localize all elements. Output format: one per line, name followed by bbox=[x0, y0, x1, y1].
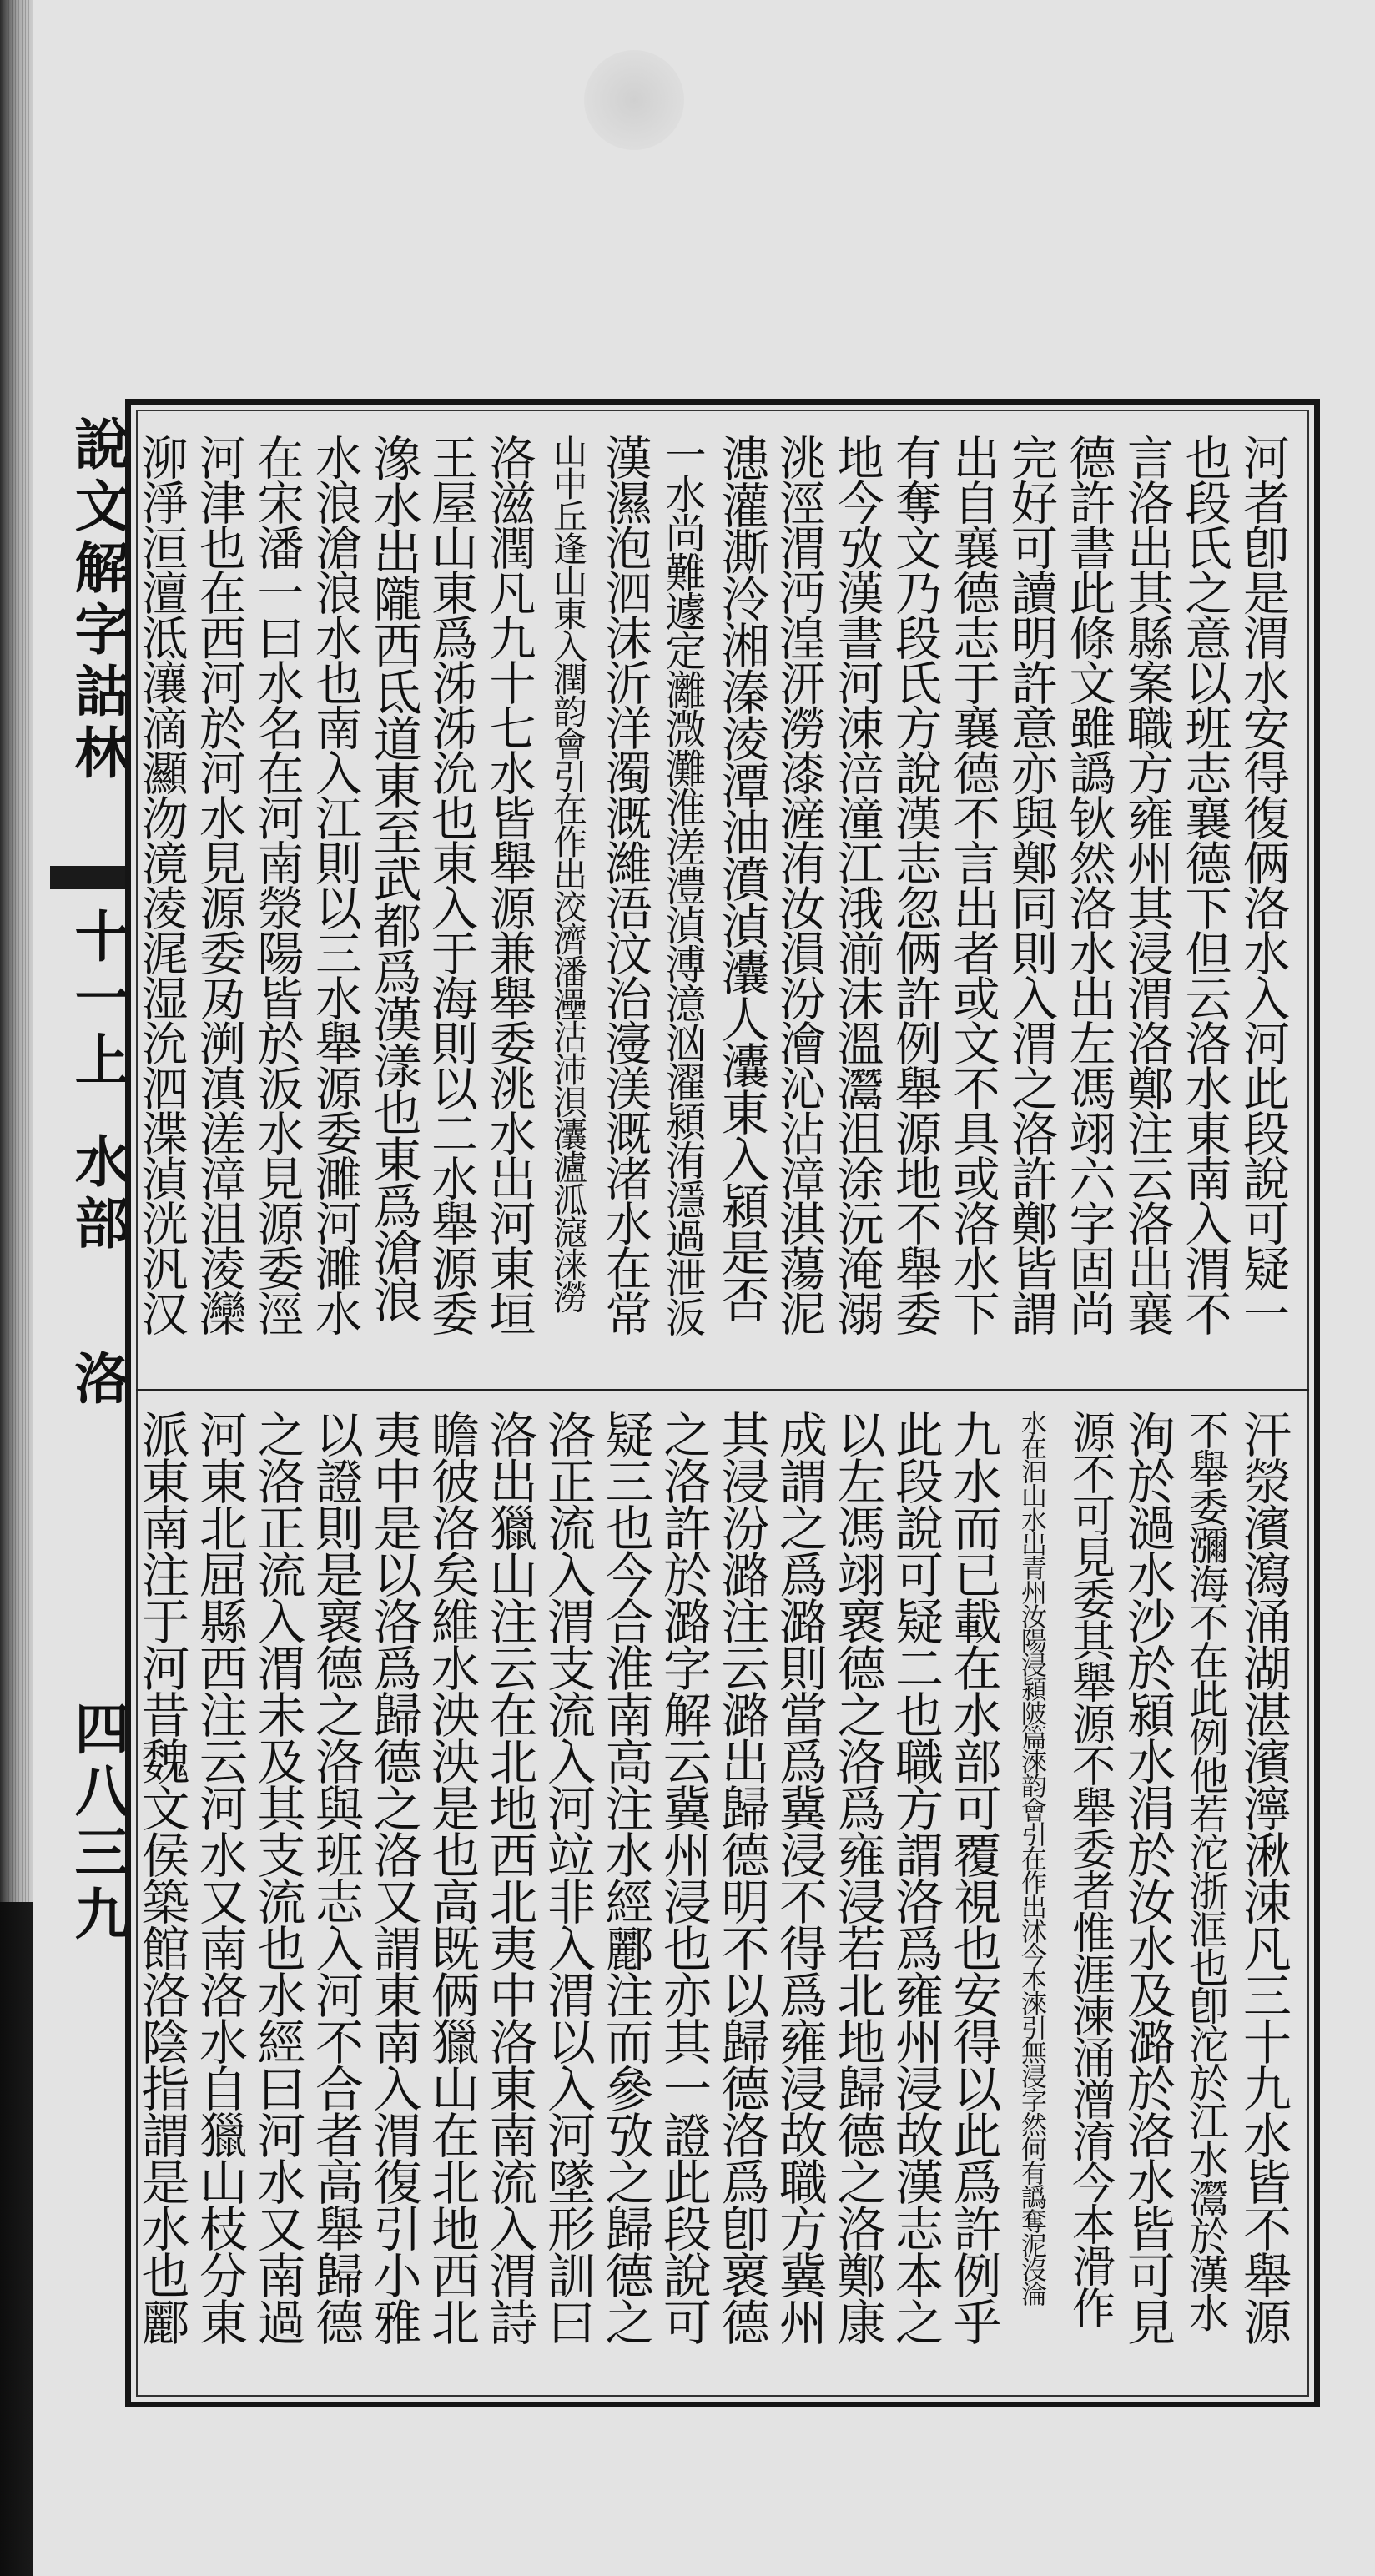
text-column: 以證則是褱德之洛與班志入河不合者高舉歸德 bbox=[307, 1410, 364, 2344]
text-column: 完好可讀明許意亦與鄭同則入渭之洛許鄭皆謂 bbox=[1004, 434, 1058, 1335]
text-column: 汗滎濱瀉涌湖湛濱濘湫涑凡三十九水皆不舉源 bbox=[1235, 1410, 1292, 2344]
text-column: 源不可見委其舉源不舉委者惟涯湅涌潧淯今本滑作 bbox=[1064, 1410, 1115, 2327]
text-column: 此段說可疑二也職方謂洛爲雍州浸故漢志本之 bbox=[887, 1410, 944, 2344]
text-column: 漢濕泡泗沫沂洋濁溉濰浯汶治濅渼溉渚水在常 bbox=[597, 434, 652, 1335]
text-column: 成謂之爲潞則當爲冀浸不得爲雍浸故職方冀州 bbox=[771, 1410, 828, 2344]
page-number: 四八三九 bbox=[65, 1700, 130, 1947]
text-column: 地今攷漢書河涑涪潼江涐湔沫溫灊沮涂沅淹溺 bbox=[829, 434, 884, 1335]
text-column: 洮涇渭沔湟汧澇漆滻洧汝溳汾澮沁沾漳淇蕩泥 bbox=[772, 434, 826, 1335]
book-title: 說文解字詁林 bbox=[65, 415, 130, 786]
text-column: 不舉委瀰海不在此例他若沱浙洭也卽沱於江水灊於漢水 bbox=[1181, 1410, 1229, 2331]
text-column: 九水而已載在水部可覆視也安得以此爲許例乎 bbox=[944, 1410, 1002, 2344]
text-column: 洵於濄水沙於潁水涓於汝水及潞於洛水皆可見 bbox=[1119, 1410, 1176, 2344]
fishtail-mark bbox=[50, 866, 125, 889]
text-column: 之洛許於潞字解云冀州浸也亦其一證此段說可 bbox=[655, 1410, 712, 2344]
text-column: 言洛出其縣案職方雍州其浸渭洛鄭注云洛出襄 bbox=[1120, 434, 1174, 1335]
text-column: 也段氏之意以班志襄德下但云洛水東南入渭不 bbox=[1177, 434, 1232, 1335]
register-divider bbox=[136, 1389, 1309, 1391]
text-column: 河者卽是渭水安得復俩洛水入河此段說可疑一 bbox=[1236, 434, 1290, 1335]
page-gutter bbox=[50, 399, 130, 2407]
text-column: 泖淨洹澶泜瀼滴灦沕滰淩浘湿沇泗渫湞洸汎汉 bbox=[133, 434, 189, 1335]
text-column: 潒水出隴西氐道東至武都爲漢漾也東爲滄浪 bbox=[365, 434, 422, 1321]
text-column: 德許書此條文雖譌钬然洛水出左馮翊六字固尚 bbox=[1061, 434, 1116, 1335]
text-column: 水在汩山水出青州汝陽浸潁陂篇淶韵會引在作出沭今本淶引無浸字然何有譌奪泥沒淪 bbox=[1016, 1410, 1046, 2305]
text-column: 河津也在西河於河水見源委夃㴊滇溠漳沮淩灤 bbox=[192, 434, 246, 1335]
text-column: 派東南注于河昔魏文侯築館洛陰指謂是水也酈 bbox=[133, 1410, 190, 2344]
text-column: 山中丘逢山東入潤韵會引在作出洨濟潘灅沽沛浿灢瀘泒滱涞澇 bbox=[547, 434, 587, 1312]
text-column: 河東北屈縣西注云河水又南洛水自獵山枝分東 bbox=[191, 1410, 248, 2344]
text-column: 夷中是以洛爲歸德之洛又謂東南入渭復引小雅 bbox=[365, 1410, 422, 2344]
text-column: 出自襄德志于襄德不言出者或文不具或洛水下 bbox=[945, 434, 1000, 1335]
text-column: 有奪文乃段氏方說漢志忽俩許例舉源地不舉委 bbox=[888, 434, 942, 1335]
text-column: 之洛正流入渭未及其支流也水經曰河水又南過 bbox=[249, 1410, 306, 2344]
text-column: 洛正流入渭支流入河竝非入渭以入河墜形訓曰 bbox=[539, 1410, 596, 2344]
text-column: 疑三也今合淮南高注水經酈注而參攷之歸德之 bbox=[597, 1410, 654, 2344]
volume-label: 十一上 bbox=[65, 908, 130, 1093]
text-column: 其浸汾潞注云潞出歸德明不以歸德洛爲卽褱德 bbox=[713, 1410, 770, 2344]
faded-stamp bbox=[584, 50, 684, 150]
text-column: 瞻彼洛矣維水泱泱是也高既俩獵山在北地西北 bbox=[423, 1410, 480, 2344]
text-column: 以左馮翊褱德之洛爲雍浸若北地歸德之洛鄭康 bbox=[829, 1410, 886, 2344]
text-column: 一水尚難遽定灕溦灘淮溠澧湞溥澺汹濯潁洧濦過泄汳 bbox=[659, 434, 707, 1336]
char-label: 洛 bbox=[65, 1350, 130, 1411]
text-column: 洛滋潤凡九十七水皆舉源兼舉委洮水出河東垣 bbox=[481, 434, 536, 1335]
section-label: 水部 bbox=[65, 1133, 130, 1256]
text-column: 水浪滄浪水也南入江則以三水舉源委濉河濉水 bbox=[308, 434, 362, 1335]
text-column: 王屋山東爲泲泲沇也東入于海則以二水舉源委 bbox=[424, 434, 478, 1335]
text-column: 在宋潘一曰水名在河南滎陽皆於汳水見源委涇 bbox=[249, 434, 305, 1335]
text-column: 洛出獵山注云在北地西北夷中洛東南流入渭詩 bbox=[481, 1410, 538, 2344]
text-column: 漶灌澌泠湘溱淩潭油濆湞灢人灢東入潁是否 bbox=[713, 434, 770, 1321]
